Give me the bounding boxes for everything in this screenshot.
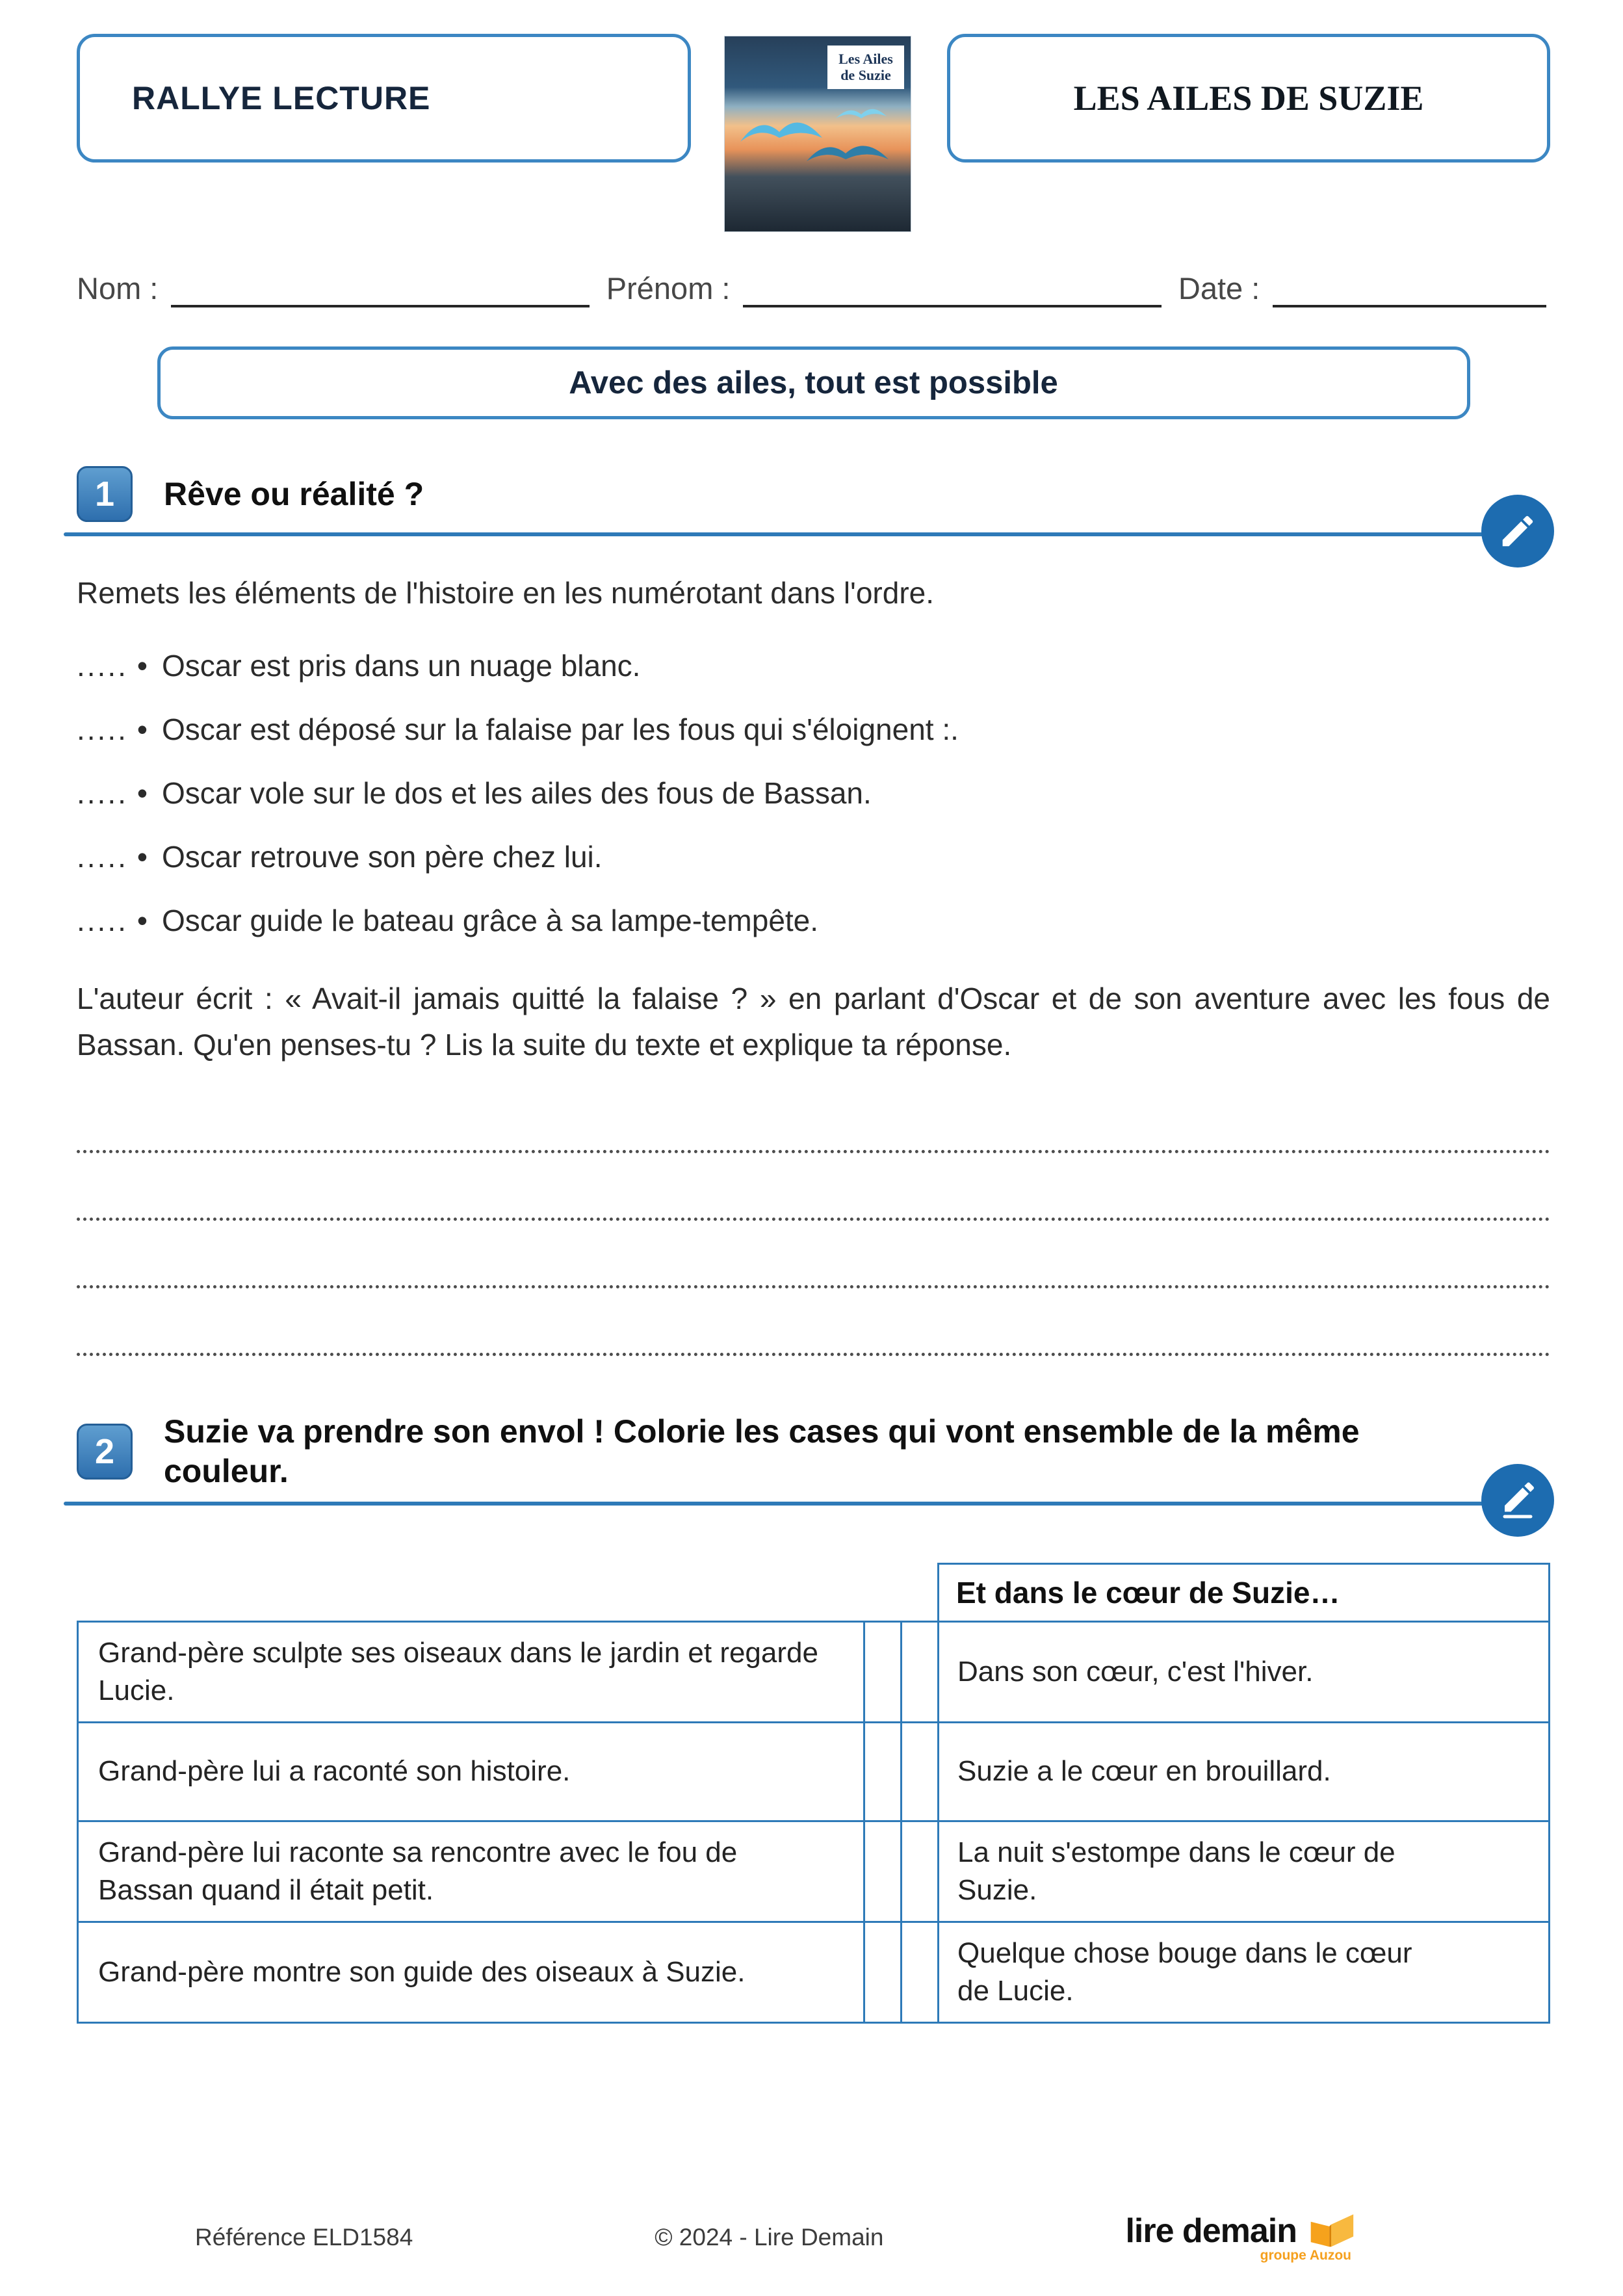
list-item xyxy=(77,648,1550,683)
publisher-logo-text: lire demain xyxy=(1125,2212,1297,2250)
rallye-lecture-label: RALLYE LECTURE xyxy=(132,80,431,116)
worksheet-subtitle-box xyxy=(157,346,1470,419)
list-item-text: Oscar vole sur le dos et les ailes des fous de Bassan. xyxy=(162,776,872,810)
left-statement-cell[interactable]: Grand-père lui a raconté son histoire. xyxy=(78,1722,864,1821)
footer xyxy=(77,2211,1550,2273)
firstname-input-line[interactable] xyxy=(743,271,1161,307)
bullet: • xyxy=(136,712,148,746)
section2-number-badge: 2 xyxy=(77,1424,133,1480)
color-box-cell[interactable] xyxy=(902,1922,939,2022)
left-statement-cell[interactable]: Grand-père sculpte ses oiseaux dans le jardin et regarde Lucie. xyxy=(78,1621,864,1722)
publisher-group-text: groupe Auzou xyxy=(1260,2248,1351,2263)
number-answer-slot[interactable]: ..... xyxy=(77,840,128,874)
name-input-line[interactable] xyxy=(171,271,589,307)
writing-pen-icon xyxy=(1481,495,1554,567)
book-cover-title: Les Ailes de Suzie xyxy=(827,46,904,89)
left-statement-cell[interactable]: Grand-père montre son guide des oiseaux à Suzie. xyxy=(78,1922,864,2022)
table-row xyxy=(78,1621,1550,1722)
right-statement-cell[interactable]: La nuit s'estompe dans le cœur de Suzie. xyxy=(939,1821,1550,1922)
list-item-text: Oscar guide le bateau grâce à sa lampe-tempête. xyxy=(162,904,819,937)
book-title-box xyxy=(947,34,1550,163)
answer-line[interactable] xyxy=(77,1153,1550,1221)
copyright-text: © 2024 - Lire Demain xyxy=(655,2224,884,2250)
open-book-icon xyxy=(1307,2211,1355,2250)
book-cover xyxy=(725,36,911,231)
table-row xyxy=(78,1922,1550,2022)
list-item-text: Oscar retrouve son père chez lui. xyxy=(162,840,603,874)
color-box-cell[interactable] xyxy=(902,1722,939,1821)
section1-title: Rêve ou réalité ? xyxy=(164,475,424,512)
list-item-text: Oscar est pris dans un nuage blanc. xyxy=(162,649,641,683)
answer-area xyxy=(77,1086,1550,1356)
right-statement-cell[interactable]: Suzie a le cœur en brouillard. xyxy=(939,1722,1550,1821)
color-box-cell[interactable] xyxy=(864,1922,902,2022)
list-item xyxy=(77,903,1550,938)
section1-question-paragraph: L'auteur écrit : « Avait-il jamais quitté la falaise ? » en parlant d'Oscar et de son aventure avec les fous de Bassan. Qu'en penses-tu ? Lis la suite du texte et explique ta réponse. xyxy=(77,982,1550,1062)
left-statement-cell[interactable]: Grand-père lui raconte sa rencontre avec le fou de Bassan quand il était petit. xyxy=(78,1821,864,1922)
list-item-text: Oscar est déposé sur la falaise par les fous qui s'éloignent :. xyxy=(162,712,959,746)
right-statement-cell[interactable]: Quelque chose bouge dans le cœur de Lucie. xyxy=(939,1922,1550,2022)
name-label: Nom : xyxy=(77,271,159,306)
section2-divider xyxy=(64,1502,1514,1506)
order-list xyxy=(77,620,1550,938)
worksheet-subtitle: Avec des ailes, tout est possible xyxy=(569,365,1058,400)
color-box-cell[interactable] xyxy=(864,1821,902,1922)
coloring-pencil-icon xyxy=(1481,1464,1554,1537)
color-box-cell[interactable] xyxy=(902,1621,939,1722)
section1-divider xyxy=(64,532,1514,536)
list-item xyxy=(77,839,1550,874)
section2-header xyxy=(77,1412,1550,1506)
bullet: • xyxy=(136,649,148,683)
section1-header xyxy=(77,466,1550,536)
header xyxy=(77,34,1550,237)
matching-table xyxy=(77,1563,1550,2024)
number-answer-slot[interactable]: ..... xyxy=(77,776,128,810)
section1-instruction: Remets les éléments de l'histoire en les numérotant dans l'ordre. xyxy=(77,576,934,610)
list-item xyxy=(77,712,1550,747)
answer-line[interactable] xyxy=(77,1288,1550,1356)
birds-illustration xyxy=(729,99,904,177)
bullet: • xyxy=(136,776,148,810)
table-header-row xyxy=(78,1563,1550,1621)
color-box-cell[interactable] xyxy=(864,1621,902,1722)
answer-line[interactable] xyxy=(77,1221,1550,1288)
number-answer-slot[interactable]: ..... xyxy=(77,649,128,683)
right-statement-cell[interactable]: Dans son cœur, c'est l'hiver. xyxy=(939,1621,1550,1722)
rallye-lecture-box xyxy=(77,34,691,163)
answer-line[interactable] xyxy=(77,1086,1550,1153)
number-answer-slot[interactable]: ..... xyxy=(77,904,128,937)
book-title-label: LES AILES DE SUZIE xyxy=(1073,79,1424,118)
color-box-cell[interactable] xyxy=(864,1722,902,1821)
date-input-line[interactable] xyxy=(1273,271,1546,307)
color-box-cell[interactable] xyxy=(902,1821,939,1922)
table-row xyxy=(78,1821,1550,1922)
bullet: • xyxy=(136,904,148,937)
table-row xyxy=(78,1722,1550,1821)
section1-number-badge: 1 xyxy=(77,466,133,522)
number-answer-slot[interactable]: ..... xyxy=(77,712,128,746)
section2-title: Suzie va prendre son envol ! Colorie les cases qui vont ensemble de la même couleur. xyxy=(164,1413,1360,1489)
bullet: • xyxy=(136,840,148,874)
date-label: Date : xyxy=(1178,271,1260,306)
reference-text: Référence ELD1584 xyxy=(195,2224,413,2250)
list-item xyxy=(77,776,1550,811)
firstname-label: Prénom : xyxy=(606,271,731,306)
table-right-header: Et dans le cœur de Suzie… xyxy=(939,1563,1550,1621)
identity-row xyxy=(77,270,1550,310)
table-header-spacer xyxy=(78,1563,939,1621)
publisher-logo xyxy=(1125,2211,1355,2263)
